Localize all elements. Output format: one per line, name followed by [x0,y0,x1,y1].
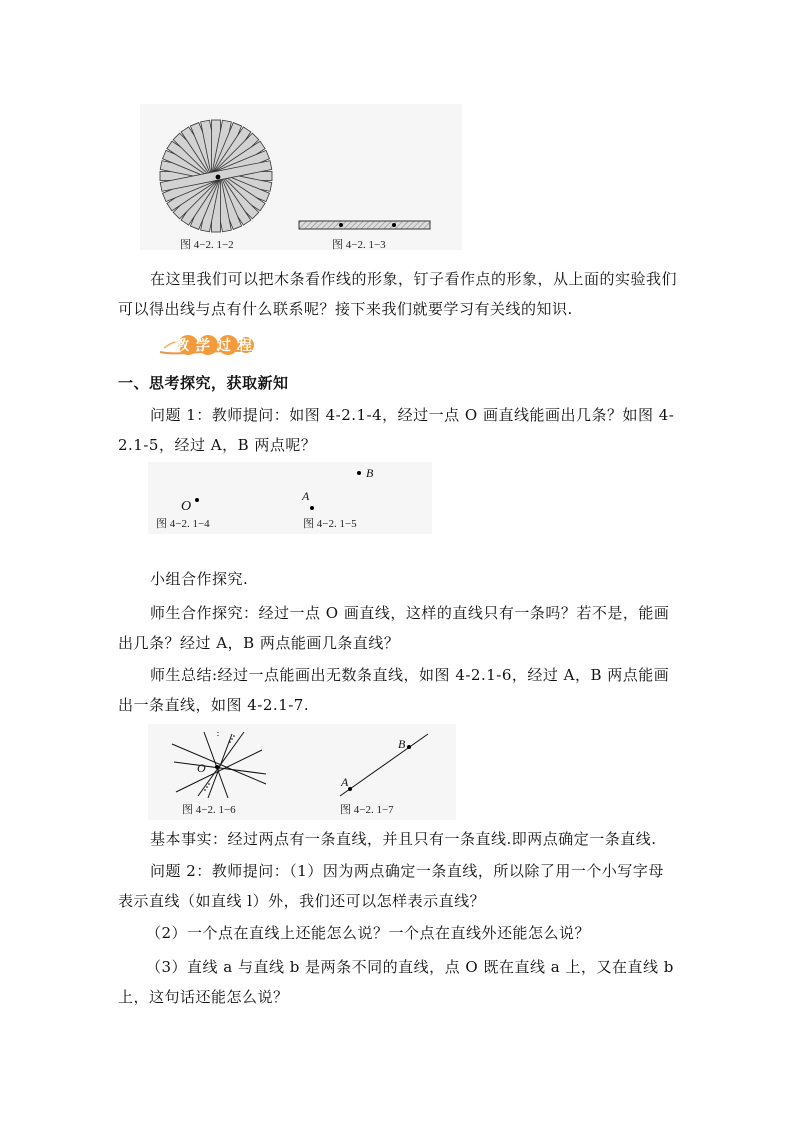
fig-4-2-1-2-caption: 图 4−2. 1−2 [180,239,234,251]
question-2-part-3: （3）直线 a 与直线 b 是两条不同的直线，点 O 既在直线 a 上，又在直线 b 上，这句话还能怎么说？ [118,958,674,1006]
nail-dot [392,223,396,227]
fig-4-2-1-7-caption: 图 4−2. 1−7 [340,804,394,816]
question-2-part-2: （2）一个点在直线上还能怎么说？一个点在直线外还能怎么说？ [146,924,591,942]
fig4-point-o-label: O [181,499,192,514]
teacher-student-summary: 师生总结:经过一点能画出无数条直线，如图 4-2.1-6，经过 A，B 两点能画出一条直线，如图 4-2.1-7. [118,666,670,714]
fig-4-2-1-3-stick [298,218,432,232]
fig7-point-a-label: A [341,775,349,789]
intro-paragraph: 在这里我们可以把木条看作线的形象，钉子看作点的形象，从上面的实验我们可以得出线与点有什么联系呢？接下来我们就要学习有关线的知识. [118,270,678,318]
question-2: 问题 2：教师提问：（1）因为两点确定一条直线，所以除了用一个小写字母表示直线（如直线 l）外，我们还可以怎样表示直线？ [118,862,664,910]
nail-dot [339,223,343,227]
fig6-point-o-label: O [197,761,206,775]
wheel-nail-dot [216,175,221,180]
fig-4-2-1-3-caption: 图 4−2. 1−3 [332,239,386,251]
point-o-dot [215,765,219,769]
fig5-point-b-label: B [366,466,374,480]
badge-text: 教学过程 [175,338,259,354]
basic-fact: 基本事实：经过两点有一条直线，并且只有一条直线.即两点确定一条直线. [150,830,657,848]
point-b-dot [357,471,361,475]
fig7-point-b-label: B [398,737,406,751]
teacher-student-explore: 师生合作探究：经过一点 O 画直线，这样的直线只有一条吗？若不是，能画出几条？经过 A，B 两点能画几条直线？ [118,604,670,652]
fig-4-2-1-7-line [334,730,434,800]
fig-4-2-1-6-lines [170,730,270,800]
group-explore: 小组合作探究. [150,570,249,588]
question-1: 问题 1：教师提问：如图 4-2.1-4，经过一点 O 画直线能画出几条？如图 4-2.1-5，经过 A，B 两点呢？ [118,406,675,454]
point-o-dot [195,498,199,502]
fig-4-2-1-4-caption: 图 4−2. 1−4 [156,518,210,530]
section-heading: 一、思考探究，获取新知 [118,374,289,392]
fig-4-2-1-2-wheel [158,118,274,234]
fig5-point-a-label: A [302,489,310,503]
point-a-dot [348,787,352,791]
point-a-dot [310,506,314,510]
fig-4-2-1-5-caption: 图 4−2. 1−5 [303,518,357,530]
point-b-dot [407,745,411,749]
fig-4-2-1-6-caption: 图 4−2. 1−6 [182,804,236,816]
